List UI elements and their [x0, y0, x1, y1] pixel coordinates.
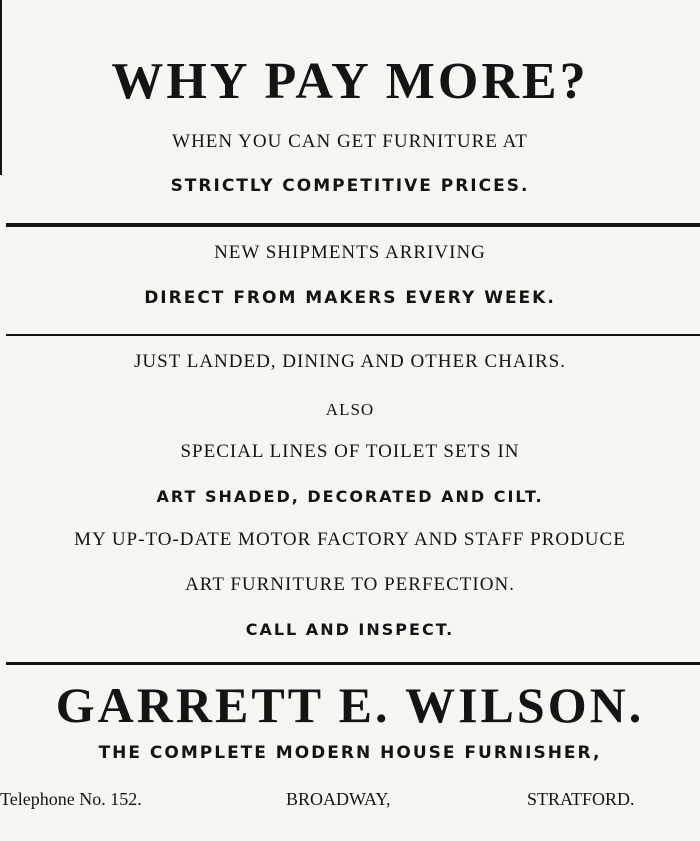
- section2-line2: DIRECT FROM MAKERS EVERY WEEK.: [144, 288, 556, 308]
- section1-line2: STRICTLY COMPETITIVE PRICES.: [170, 176, 530, 196]
- merchant-tagline: THE COMPLETE MODERN HOUSE FURNISHER,: [98, 743, 602, 763]
- divider-rule: [6, 334, 700, 336]
- section3-line5: MY UP-TO-DATE MOTOR FACTORY AND STAFF PRODUCE: [74, 529, 626, 550]
- section3-line7: CALL AND INSPECT.: [245, 620, 455, 639]
- section3-line4: ART SHADED, DECORATED AND CILT.: [156, 487, 544, 506]
- headline: WHY PAY MORE?: [111, 53, 589, 110]
- street-address: BROADWAY,: [286, 789, 391, 809]
- section3-line2: ALSO: [325, 400, 375, 419]
- section3-line3: SPECIAL LINES OF TOILET SETS IN: [180, 441, 520, 462]
- divider-rule: [6, 662, 700, 665]
- section3-line6: ART FURNITURE TO PERFECTION.: [185, 574, 515, 595]
- section2-line1: NEW SHIPMENTS ARRIVING: [214, 242, 486, 263]
- town-name: STRATFORD.: [527, 789, 635, 809]
- merchant-name: GARRETT E. WILSON.: [55, 677, 645, 733]
- section3-line1: JUST LANDED, DINING AND OTHER CHAIRS.: [134, 351, 566, 372]
- telephone-number: Telephone No. 152.: [0, 789, 142, 809]
- section1-line1: WHEN YOU CAN GET FURNITURE AT: [172, 131, 528, 152]
- divider-rule: [6, 223, 700, 227]
